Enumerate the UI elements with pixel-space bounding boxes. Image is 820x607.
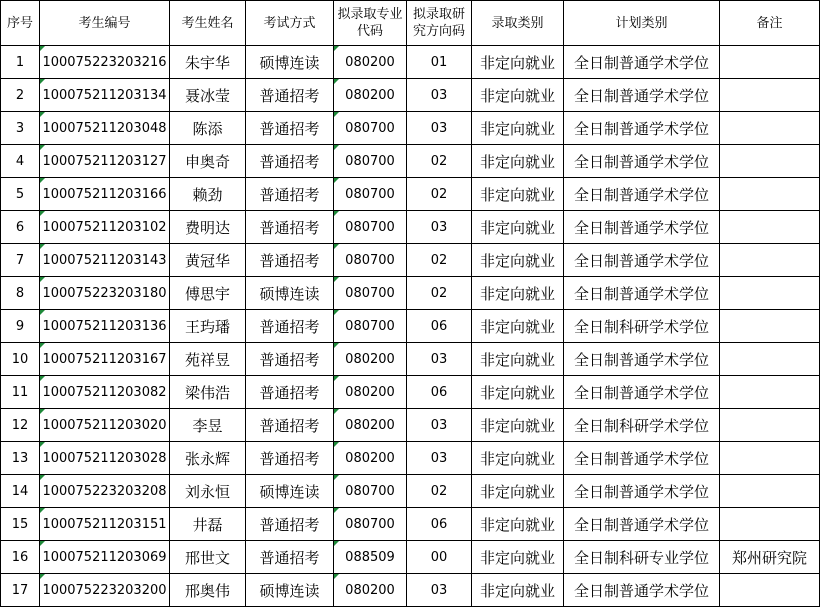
cell-major-code: 080700 [334,178,407,211]
cell-plan-type: 全日制普通学术学位 [564,46,720,79]
cell-major-code: 080200 [334,409,407,442]
cell-remarks [720,574,820,607]
table-row [1,79,820,112]
table-row [1,442,820,475]
table-row [1,211,820,244]
cell-seq: 2 [1,79,40,112]
cell-candidate-name: 陈添 [170,112,246,145]
cell-exam-method: 硕博连读 [246,475,334,508]
cell-exam-method: 硕博连读 [246,574,334,607]
cell-plan-type: 全日制普通学术学位 [564,343,720,376]
cell-plan-type: 全日制普通学术学位 [564,178,720,211]
cell-candidate-id: 100075223203208 [40,475,170,508]
cell-candidate-name: 黄冠华 [170,244,246,277]
table-row [1,541,820,574]
cell-major-code: 080200 [334,376,407,409]
cell-candidate-id: 100075211203069 [40,541,170,574]
cell-direction-code: 02 [407,277,472,310]
header-major-code: 拟录取专业代码 [334,1,407,46]
cell-exam-method: 普通招考 [246,310,334,343]
cell-seq: 4 [1,145,40,178]
header-seq: 序号 [1,1,40,46]
cell-seq: 1 [1,46,40,79]
cell-candidate-name: 李昱 [170,409,246,442]
cell-candidate-id: 100075223203180 [40,277,170,310]
cell-remarks [720,442,820,475]
cell-admission-type: 非定向就业 [472,574,564,607]
cell-major-code: 080200 [334,79,407,112]
cell-candidate-id: 100075211203136 [40,310,170,343]
cell-admission-type: 非定向就业 [472,112,564,145]
cell-exam-method: 普通招考 [246,178,334,211]
cell-major-code: 080700 [334,277,407,310]
cell-remarks [720,475,820,508]
cell-exam-method: 硕博连读 [246,277,334,310]
cell-major-code: 080700 [334,310,407,343]
table-row [1,343,820,376]
table-row [1,310,820,343]
cell-plan-type: 全日制科研学术学位 [564,310,720,343]
cell-remarks [720,145,820,178]
cell-remarks: 郑州研究院 [720,541,820,574]
cell-admission-type: 非定向就业 [472,211,564,244]
cell-remarks [720,178,820,211]
cell-candidate-name: 苑祥昱 [170,343,246,376]
cell-admission-type: 非定向就业 [472,442,564,475]
cell-major-code: 080700 [334,475,407,508]
header-candidate-id: 考生编号 [40,1,170,46]
cell-exam-method: 硕博连读 [246,46,334,79]
table-row [1,112,820,145]
cell-direction-code: 02 [407,178,472,211]
cell-major-code: 080200 [334,442,407,475]
cell-remarks [720,46,820,79]
cell-seq: 9 [1,310,40,343]
cell-major-code: 080700 [334,508,407,541]
cell-seq: 14 [1,475,40,508]
cell-seq: 17 [1,574,40,607]
cell-plan-type: 全日制普通学术学位 [564,376,720,409]
cell-plan-type: 全日制普通学术学位 [564,277,720,310]
table-row [1,145,820,178]
cell-candidate-id: 100075211203151 [40,508,170,541]
cell-remarks [720,343,820,376]
cell-plan-type: 全日制普通学术学位 [564,244,720,277]
cell-candidate-name: 聂冰莹 [170,79,246,112]
cell-candidate-name: 邢世文 [170,541,246,574]
cell-remarks [720,508,820,541]
cell-direction-code: 02 [407,145,472,178]
cell-direction-code: 03 [407,343,472,376]
cell-plan-type: 全日制普通学术学位 [564,211,720,244]
cell-direction-code: 03 [407,79,472,112]
cell-exam-method: 普通招考 [246,409,334,442]
cell-candidate-id: 100075211203048 [40,112,170,145]
table-row [1,409,820,442]
cell-direction-code: 02 [407,244,472,277]
header-direction-code: 拟录取研究方向码 [407,1,472,46]
cell-admission-type: 非定向就业 [472,409,564,442]
cell-candidate-id: 100075211203102 [40,211,170,244]
cell-remarks [720,112,820,145]
cell-remarks [720,79,820,112]
cell-direction-code: 03 [407,574,472,607]
cell-candidate-name: 梁伟浩 [170,376,246,409]
cell-exam-method: 普通招考 [246,508,334,541]
header-exam-method: 考试方式 [246,1,334,46]
cell-candidate-name: 赖劲 [170,178,246,211]
cell-admission-type: 非定向就业 [472,310,564,343]
cell-seq: 15 [1,508,40,541]
cell-candidate-id: 100075211203143 [40,244,170,277]
header-candidate-name: 考生姓名 [170,1,246,46]
cell-plan-type: 全日制普通学术学位 [564,475,720,508]
table-row [1,46,820,79]
cell-admission-type: 非定向就业 [472,244,564,277]
cell-direction-code: 02 [407,475,472,508]
cell-candidate-name: 费明达 [170,211,246,244]
table-row [1,574,820,607]
table-row [1,277,820,310]
header-plan-type: 计划类别 [564,1,720,46]
table-row [1,178,820,211]
cell-exam-method: 普通招考 [246,244,334,277]
cell-seq: 8 [1,277,40,310]
cell-direction-code: 00 [407,541,472,574]
cell-remarks [720,277,820,310]
cell-admission-type: 非定向就业 [472,376,564,409]
cell-direction-code: 03 [407,211,472,244]
cell-seq: 7 [1,244,40,277]
cell-direction-code: 01 [407,46,472,79]
cell-candidate-name: 张永辉 [170,442,246,475]
cell-remarks [720,409,820,442]
cell-plan-type: 全日制普通学术学位 [564,112,720,145]
cell-candidate-id: 100075211203020 [40,409,170,442]
cell-seq: 5 [1,178,40,211]
cell-candidate-name: 傅思宇 [170,277,246,310]
cell-candidate-id: 100075223203216 [40,46,170,79]
cell-admission-type: 非定向就业 [472,277,564,310]
table-row [1,508,820,541]
cell-remarks [720,310,820,343]
cell-admission-type: 非定向就业 [472,46,564,79]
cell-exam-method: 普通招考 [246,79,334,112]
cell-admission-type: 非定向就业 [472,145,564,178]
cell-seq: 16 [1,541,40,574]
cell-plan-type: 全日制普通学术学位 [564,442,720,475]
cell-candidate-id: 100075211203167 [40,343,170,376]
cell-admission-type: 非定向就业 [472,79,564,112]
cell-admission-type: 非定向就业 [472,178,564,211]
cell-major-code: 080700 [334,244,407,277]
cell-remarks [720,211,820,244]
cell-candidate-name: 邢奥伟 [170,574,246,607]
cell-admission-type: 非定向就业 [472,541,564,574]
cell-admission-type: 非定向就业 [472,475,564,508]
cell-exam-method: 普通招考 [246,343,334,376]
cell-exam-method: 普通招考 [246,442,334,475]
cell-candidate-id: 100075223203200 [40,574,170,607]
cell-major-code: 080200 [334,343,407,376]
cell-plan-type: 全日制普通学术学位 [564,145,720,178]
cell-candidate-name: 刘永恒 [170,475,246,508]
cell-major-code: 080700 [334,112,407,145]
cell-candidate-id: 100075211203134 [40,79,170,112]
cell-plan-type: 全日制普通学术学位 [564,574,720,607]
cell-major-code: 088509 [334,541,407,574]
cell-exam-method: 普通招考 [246,211,334,244]
table-body [1,46,820,607]
cell-remarks [720,244,820,277]
cell-seq: 12 [1,409,40,442]
cell-admission-type: 非定向就业 [472,343,564,376]
cell-seq: 13 [1,442,40,475]
cell-plan-type: 全日制普通学术学位 [564,79,720,112]
cell-exam-method: 普通招考 [246,376,334,409]
cell-candidate-id: 100075211203028 [40,442,170,475]
cell-direction-code: 06 [407,508,472,541]
header-admission-type: 录取类别 [472,1,564,46]
cell-major-code: 080700 [334,145,407,178]
cell-plan-type: 全日制普通学术学位 [564,508,720,541]
cell-remarks [720,376,820,409]
header-remarks: 备注 [720,1,820,46]
cell-seq: 6 [1,211,40,244]
table-row [1,475,820,508]
cell-major-code: 080700 [334,211,407,244]
cell-seq: 10 [1,343,40,376]
cell-exam-method: 普通招考 [246,541,334,574]
cell-candidate-id: 100075211203166 [40,178,170,211]
cell-direction-code: 06 [407,310,472,343]
cell-candidate-id: 100075211203127 [40,145,170,178]
cell-direction-code: 03 [407,442,472,475]
cell-plan-type: 全日制科研学术学位 [564,409,720,442]
cell-candidate-name: 申奥奇 [170,145,246,178]
cell-candidate-id: 100075211203082 [40,376,170,409]
cell-major-code: 080200 [334,46,407,79]
cell-seq: 11 [1,376,40,409]
cell-exam-method: 普通招考 [246,145,334,178]
table-row [1,244,820,277]
cell-direction-code: 06 [407,376,472,409]
cell-candidate-name: 王玙璠 [170,310,246,343]
header-row [1,1,820,46]
cell-plan-type: 全日制科研专业学位 [564,541,720,574]
cell-exam-method: 普通招考 [246,112,334,145]
cell-major-code: 080200 [334,574,407,607]
cell-seq: 3 [1,112,40,145]
cell-candidate-name: 井磊 [170,508,246,541]
cell-direction-code: 03 [407,112,472,145]
cell-direction-code: 03 [407,409,472,442]
table-row [1,376,820,409]
cell-candidate-name: 朱宇华 [170,46,246,79]
cell-admission-type: 非定向就业 [472,508,564,541]
